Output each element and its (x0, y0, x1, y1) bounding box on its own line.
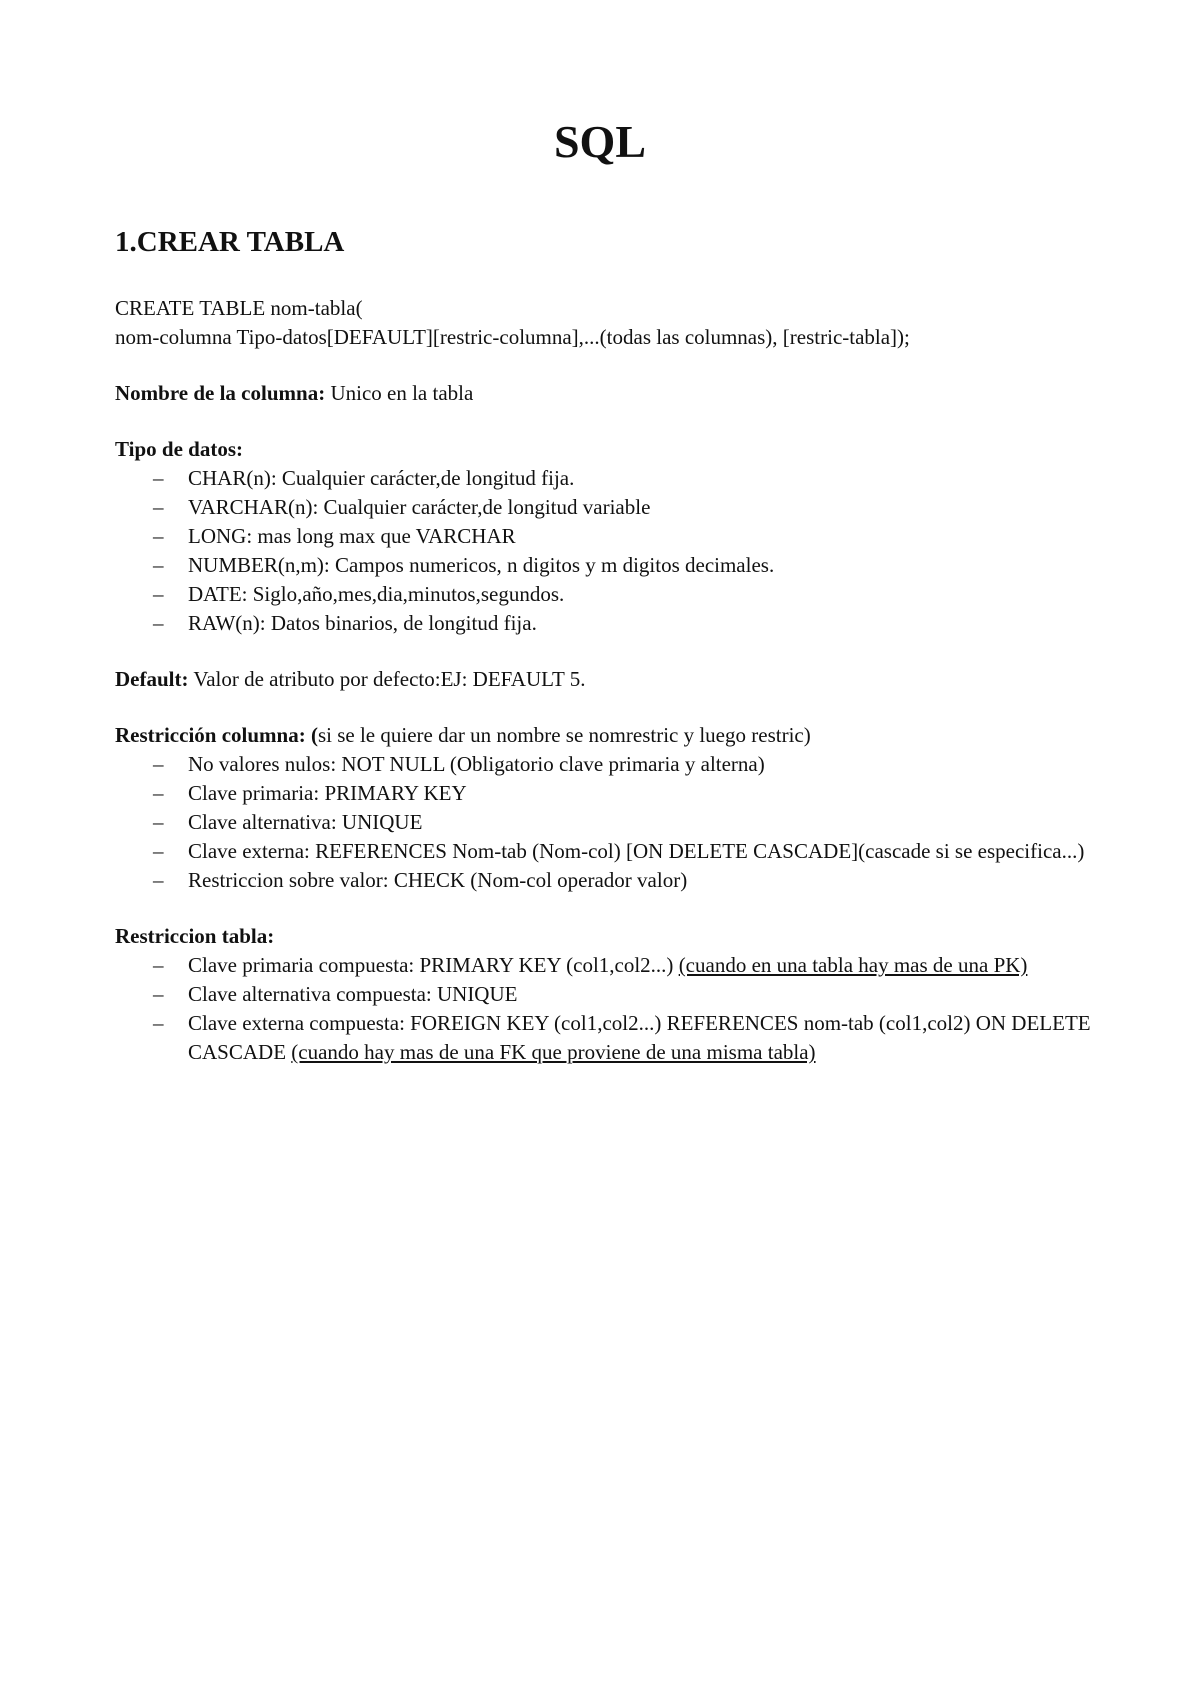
syntax-line-1: CREATE TABLE nom-tabla( (115, 296, 363, 320)
default-paragraph (115, 665, 1095, 694)
nombre-columna-label: Nombre de la columna: (115, 381, 326, 405)
default-label: Default: (115, 667, 189, 691)
list-item-text: Clave alternativa: UNIQUE (188, 810, 423, 834)
nombre-columna-text: Unico en la tabla (325, 381, 474, 405)
list-item (115, 750, 1095, 779)
restriccion-tabla-list (115, 951, 1095, 1067)
nombre-columna-paragraph (115, 379, 1095, 408)
list-item (115, 1009, 1095, 1067)
dash-bullet: – (153, 611, 164, 635)
tipo-datos-list (115, 464, 1095, 638)
restriccion-columna-label: Restricción columna: ( (115, 723, 318, 747)
document-body (115, 222, 1095, 1094)
default-block (115, 665, 1095, 694)
dash-bullet: – (153, 582, 164, 606)
list-item (115, 580, 1095, 609)
list-item (115, 837, 1095, 866)
list-item (115, 464, 1095, 493)
list-item-text: Clave primaria: PRIMARY KEY (188, 781, 467, 805)
list-item (115, 866, 1095, 895)
restriccion-columna-text: si se le quiere dar un nombre se nomrestric y luego restric) (317, 723, 811, 747)
dash-bullet: – (153, 781, 164, 805)
dash-bullet: – (153, 466, 164, 490)
list-item-text: VARCHAR(n): Cualquier carácter,de longitud variable (188, 495, 651, 519)
section-heading: 1.CREAR TABLA (115, 226, 345, 258)
default-text: Valor de atributo por defecto:EJ: DEFAULT 5. (188, 667, 586, 691)
list-item (115, 551, 1095, 580)
list-item (115, 980, 1095, 1009)
list-item (115, 493, 1095, 522)
list-item-text: LONG: mas long max que VARCHAR (188, 524, 516, 548)
list-item-text: Clave primaria compuesta: PRIMARY KEY (col1,col2...) (188, 953, 679, 977)
tipo-datos-label: Tipo de datos: (115, 437, 243, 461)
syntax-block (115, 294, 1095, 352)
list-item (115, 808, 1095, 837)
restriccion-tabla-block (115, 922, 1095, 1067)
restriccion-columna-block (115, 721, 1095, 895)
restriccion-columna-list (115, 750, 1095, 895)
nombre-columna-block (115, 379, 1095, 408)
dash-bullet: – (153, 495, 164, 519)
dash-bullet: – (153, 810, 164, 834)
list-item-text: RAW(n): Datos binarios, de longitud fija. (188, 611, 537, 635)
restriccion-tabla-label: Restriccion tabla: (115, 924, 275, 948)
dash-bullet: – (153, 752, 164, 776)
list-item-text: Restriccion sobre valor: CHECK (Nom-col operador valor) (188, 868, 688, 892)
list-item-text: NUMBER(n,m): Campos numericos, n digitos y m digitos decimales. (188, 553, 775, 577)
syntax-line-2: nom-columna Tipo-datos[DEFAULT][restric-columna],...(todas las columnas), [restric-tabla]); (115, 325, 910, 349)
list-item (115, 609, 1095, 638)
list-item-text: Clave externa: REFERENCES Nom-tab (Nom-col) [ON DELETE CASCADE](cascade si se especifica...) (188, 839, 1085, 863)
page-title: SQL (553, 116, 647, 167)
dash-bullet: – (153, 839, 164, 863)
dash-bullet: – (153, 953, 164, 977)
dash-bullet: – (153, 868, 164, 892)
underlined-note: (cuando hay mas de una FK que proviene de una misma tabla) (291, 1040, 816, 1064)
list-item-text: DATE: Siglo,año,mes,dia,minutos,segundos. (188, 582, 565, 606)
list-item (115, 522, 1095, 551)
list-item-text: Clave externa compuesta: FOREIGN KEY (col1,col2...) REFERENCES nom-tab (col1,col2) ON DELETE CASCADE (188, 1011, 1091, 1064)
dash-bullet: – (153, 982, 164, 1006)
list-item (115, 779, 1095, 808)
list-item-text: No valores nulos: NOT NULL (Obligatorio clave primaria y alterna) (188, 752, 765, 776)
dash-bullet: – (153, 553, 164, 577)
tipo-datos-block (115, 435, 1095, 638)
list-item-text: CHAR(n): Cualquier carácter,de longitud fija. (188, 466, 575, 490)
dash-bullet: – (153, 1011, 164, 1035)
list-item-text: Clave alternativa compuesta: UNIQUE (188, 982, 518, 1006)
list-item (115, 951, 1095, 980)
restriccion-columna-paragraph (115, 721, 1095, 750)
underlined-note: (cuando en una tabla hay mas de una PK) (678, 953, 1028, 977)
dash-bullet: – (153, 524, 164, 548)
